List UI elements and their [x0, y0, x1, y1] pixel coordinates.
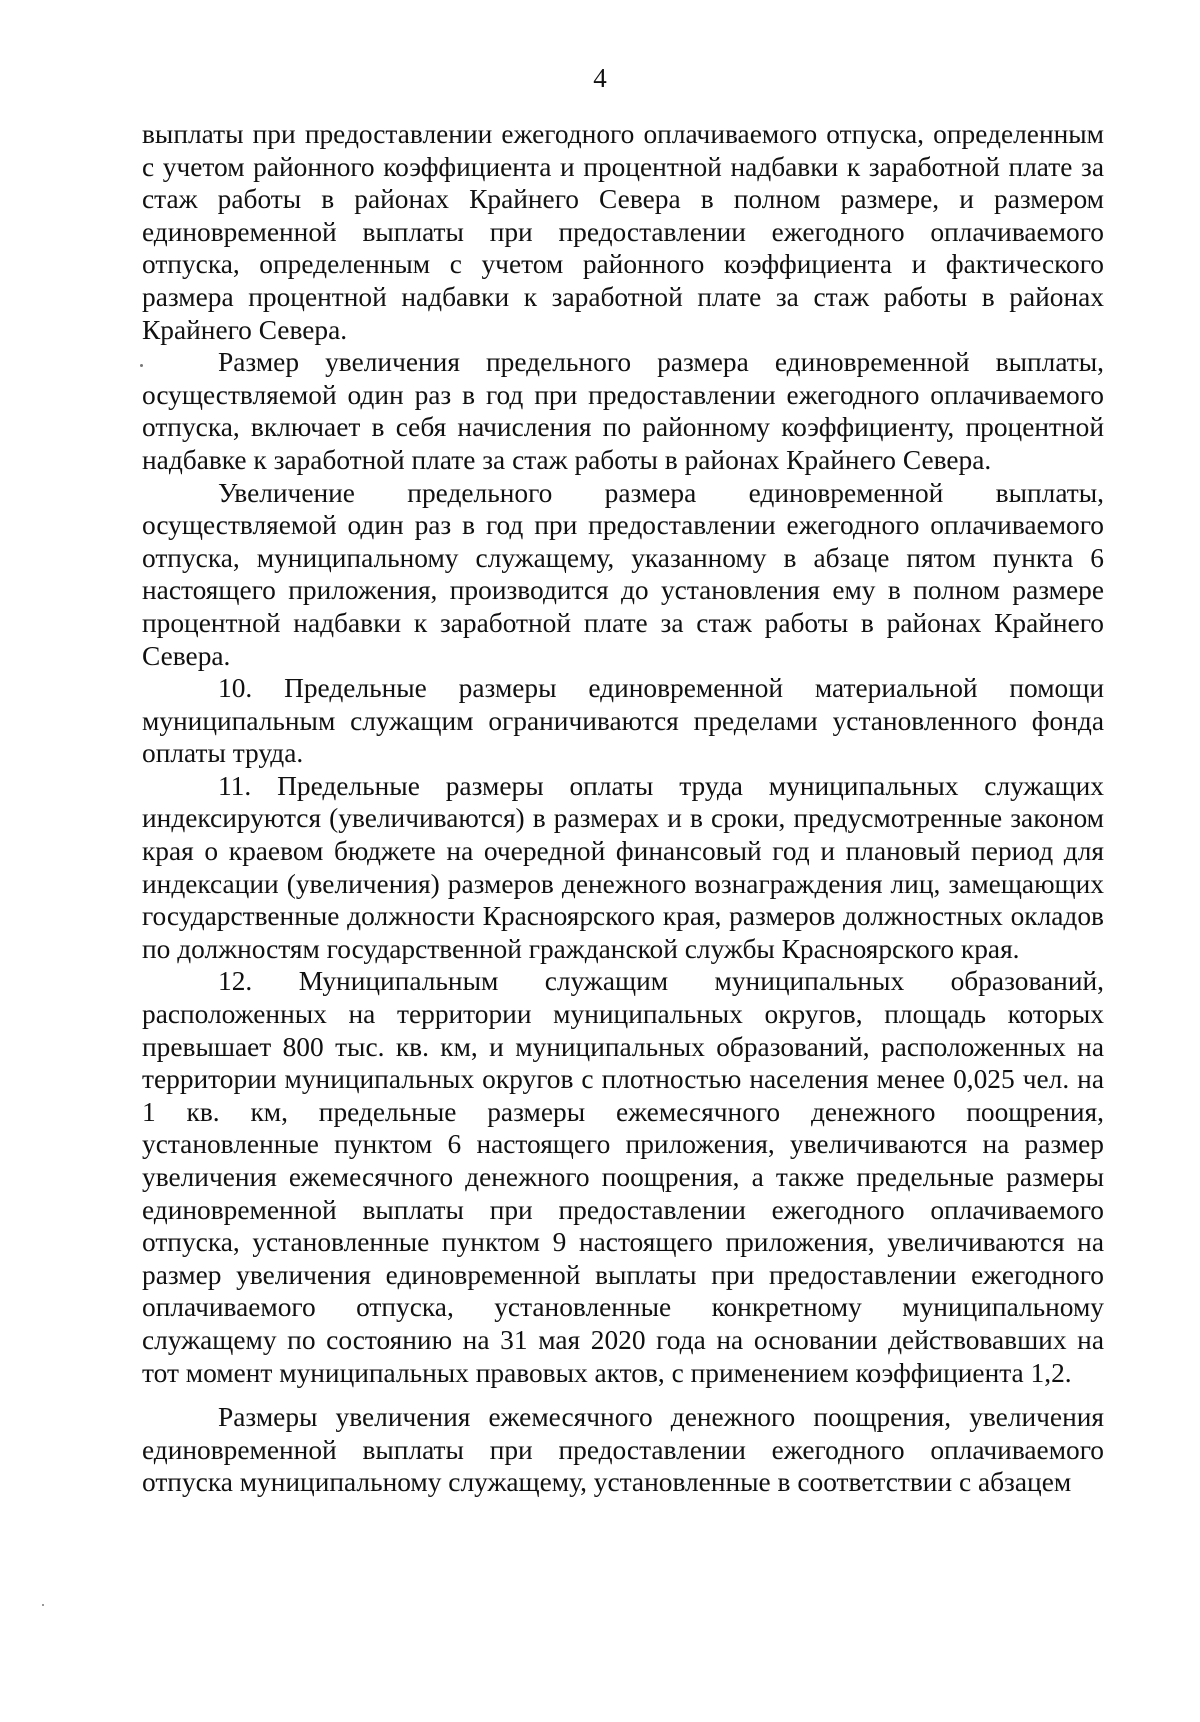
- paragraph-item-12: 12. Муниципальным служащим муниципальных образований, расположенных на территории муниципальных округов, площадь которых превышает 800 тыс. кв. км, и муниципальных образований, расположенных на территории муниципальных округов с плотностью населения менее 0,025 чел. на 1 кв. км, предельные размеры ежемесячного денежного поощрения, установленные пунктом 6 настоящего приложения, увеличиваются на размер увеличения ежемесячного денежного поощрения, а также предельные размеры единовременной выплаты при предоставлении ежегодного оплачиваемого отпуска, установленные пунктом 9 настоящего приложения, увеличиваются на размер увеличения единовременной выплаты при предоставлении ежегодного оплачиваемого отпуска, установленные конкретному муниципальному служащему по состоянию на 31 мая 2020 года на основании действовавших на тот момент муниципальных правовых актов, с применением коэффициента 1,2.: [142, 966, 1104, 1388]
- paragraph-item-10: 10. Предельные размеры единовременной материальной помощи муниципальным служащим ограничиваются пределами установленного фонда оплаты труда.: [142, 673, 1104, 769]
- document-body: [142, 118, 1104, 1499]
- paragraph-increase-amounts: Размеры увеличения ежемесячного денежного поощрения, увеличения единовременной выплаты при предоставлении ежегодного оплачиваемого отпуска муниципальному служащему, установленные в соответствии с абзацем: [142, 1402, 1104, 1498]
- paragraph-item-11: 11. Предельные размеры оплаты труда муниципальных служащих индексируются (увеличиваются) в размерах и в сроки, предусмотренные законом края о краевом бюджете на очередной финансовый год и плановый период для индексации (увеличения) размеров денежного вознаграждения лиц, замещающих государственные должности Красноярского края, размеров должностных окладов по должностям государственной гражданской службы Красноярского края.: [142, 770, 1104, 964]
- paragraph-increase-limit: Увеличение предельного размера единовременной выплаты, осуществляемой один раз в год при предоставлении ежегодного оплачиваемого отпуска, муниципальному служащему, указанному в абзаце пятом пункта 6 настоящего приложения, производится до установления ему в полном размере процентной надбавки к заработной плате за стаж работы в районах Крайнего Севера.: [142, 477, 1104, 671]
- paragraph-continuation: выплаты при предоставлении ежегодного оплачиваемого отпуска, определенным с учетом районного коэффициента и процентной надбавки к заработной плате за стаж работы в районах Крайнего Севера в полном размере, и размером единовременной выплаты при предоставлении ежегодного оплачиваемого отпуска, определенным с учетом районного коэффициента и фактического размера процентной надбавки к заработной плате за стаж работы в районах Крайнего Севера.: [142, 119, 1104, 345]
- scan-speck: [140, 364, 143, 367]
- page-number: 4: [593, 63, 607, 93]
- paragraph-increase-size: Размер увеличения предельного размера единовременной выплаты, осуществляемой один раз в год при предоставлении ежегодного оплачиваемого отпуска, включает в себя начисления по районному коэффициенту, процентной надбавке к заработной плате за стаж работы в районах Крайнего Севера.: [142, 347, 1104, 475]
- scan-speck: [42, 1604, 44, 1606]
